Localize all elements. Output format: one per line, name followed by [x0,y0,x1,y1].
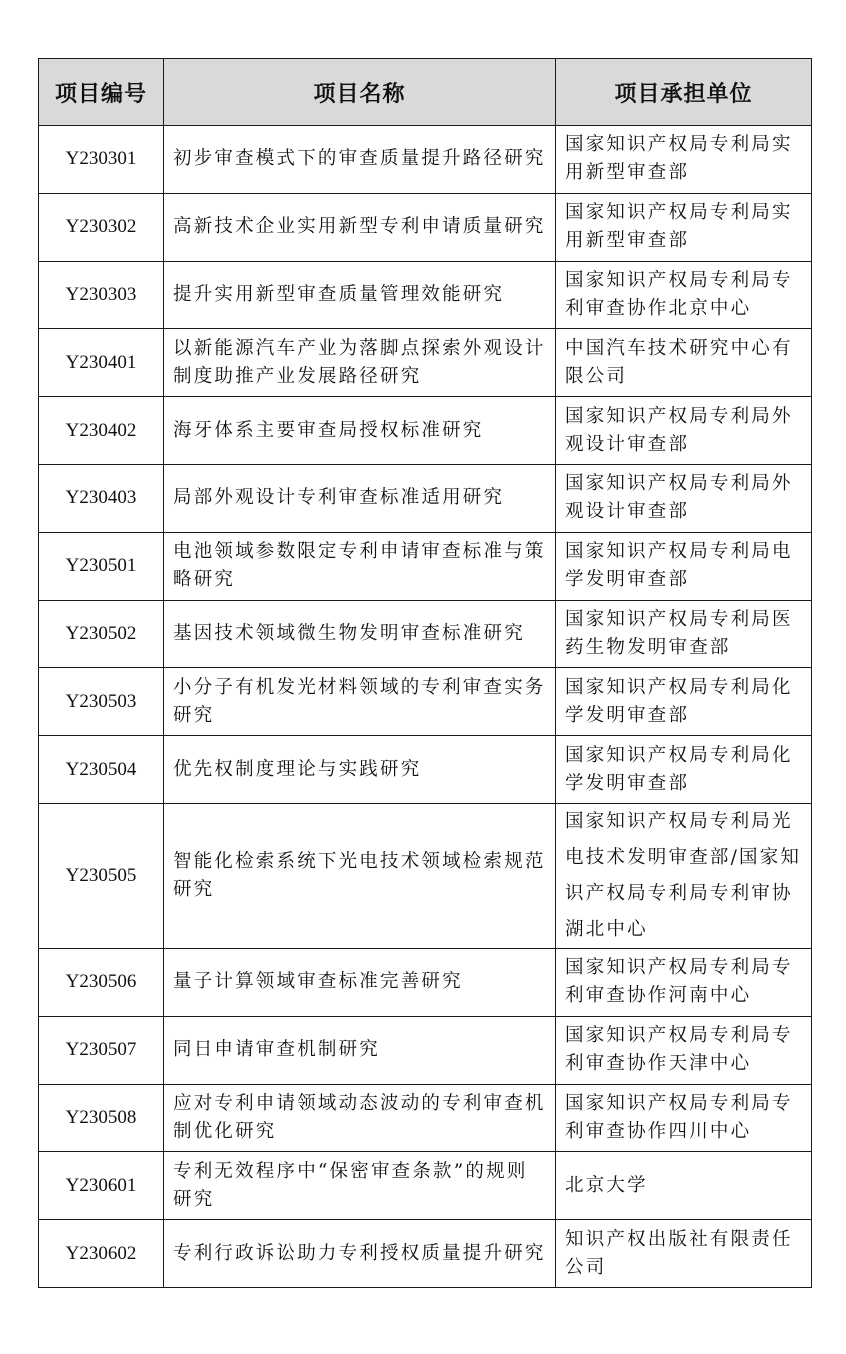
table-row [39,126,812,194]
table-row [39,668,812,736]
project-id-cell: Y230602 [39,1220,164,1288]
project-unit-cell: 国家知识产权局专利局专利审查协作河南中心 [556,948,812,1016]
project-name-cell: 电池领域参数限定专利申请审查标准与策略研究 [164,532,556,600]
project-id-cell: Y230501 [39,532,164,600]
table-row [39,948,812,1016]
project-unit-cell: 国家知识产权局专利局专利审查协作北京中心 [556,261,812,329]
project-unit-cell: 国家知识产权局专利局外观设计审查部 [556,397,812,465]
table-header-row [39,59,812,126]
project-id-cell: Y230506 [39,948,164,1016]
project-id-cell: Y230505 [39,803,164,948]
table-row [39,397,812,465]
table-row [39,193,812,261]
project-name-cell: 以新能源汽车产业为落脚点探索外观设计制度助推产业发展路径研究 [164,329,556,397]
header-project-name: 项目名称 [164,59,556,126]
project-unit-cell: 北京大学 [556,1152,812,1220]
table-row [39,736,812,804]
project-unit-cell: 国家知识产权局专利局外观设计审查部 [556,464,812,532]
project-name-cell: 智能化检索系统下光电技术领域检索规范研究 [164,803,556,948]
table-row [39,1152,812,1220]
project-name-cell: 基因技术领域微生物发明审查标准研究 [164,600,556,668]
header-project-unit: 项目承担单位 [556,59,812,126]
project-id-cell: Y230402 [39,397,164,465]
table-row [39,1016,812,1084]
table-row [39,1220,812,1288]
project-unit-cell: 国家知识产权局专利局化学发明审查部 [556,668,812,736]
project-id-cell: Y230403 [39,464,164,532]
project-name-cell: 初步审查模式下的审查质量提升路径研究 [164,126,556,194]
project-name-cell: 应对专利申请领域动态波动的专利审查机制优化研究 [164,1084,556,1152]
project-name-cell: 局部外观设计专利审查标准适用研究 [164,464,556,532]
project-name-cell: 专利行政诉讼助力专利授权质量提升研究 [164,1220,556,1288]
project-name-cell: 海牙体系主要审查局授权标准研究 [164,397,556,465]
project-name-cell: 小分子有机发光材料领域的专利审查实务研究 [164,668,556,736]
table-row [39,803,812,948]
project-id-cell: Y230601 [39,1152,164,1220]
project-unit-cell: 国家知识产权局专利局电学发明审查部 [556,532,812,600]
table-row [39,600,812,668]
table-row [39,1084,812,1152]
project-unit-cell: 中国汽车技术研究中心有限公司 [556,329,812,397]
project-id-cell: Y230504 [39,736,164,804]
table-row [39,464,812,532]
table-row [39,261,812,329]
project-unit-cell: 国家知识产权局专利局实用新型审查部 [556,126,812,194]
project-name-cell: 优先权制度理论与实践研究 [164,736,556,804]
project-name-cell: 专利无效程序中“保密审查条款”的规则研究 [164,1152,556,1220]
table-row [39,532,812,600]
header-project-id: 项目编号 [39,59,164,126]
project-id-cell: Y230301 [39,126,164,194]
table-row [39,329,812,397]
project-table [38,58,812,1288]
project-name-cell: 同日申请审查机制研究 [164,1016,556,1084]
project-name-cell: 量子计算领域审查标准完善研究 [164,948,556,1016]
project-id-cell: Y230401 [39,329,164,397]
project-id-cell: Y230503 [39,668,164,736]
project-id-cell: Y230508 [39,1084,164,1152]
project-unit-cell: 国家知识产权局专利局光电技术发明审查部/国家知识产权局专利局专利审协湖北中心 [556,803,812,948]
project-unit-cell: 国家知识产权局专利局医药生物发明审查部 [556,600,812,668]
project-id-cell: Y230303 [39,261,164,329]
project-unit-cell: 国家知识产权局专利局专利审查协作四川中心 [556,1084,812,1152]
project-id-cell: Y230502 [39,600,164,668]
project-unit-cell: 国家知识产权局专利局专利审查协作天津中心 [556,1016,812,1084]
project-name-cell: 高新技术企业实用新型专利申请质量研究 [164,193,556,261]
project-unit-cell: 知识产权出版社有限责任公司 [556,1220,812,1288]
project-unit-cell: 国家知识产权局专利局实用新型审查部 [556,193,812,261]
project-unit-cell: 国家知识产权局专利局化学发明审查部 [556,736,812,804]
project-name-cell: 提升实用新型审查质量管理效能研究 [164,261,556,329]
project-id-cell: Y230507 [39,1016,164,1084]
project-id-cell: Y230302 [39,193,164,261]
